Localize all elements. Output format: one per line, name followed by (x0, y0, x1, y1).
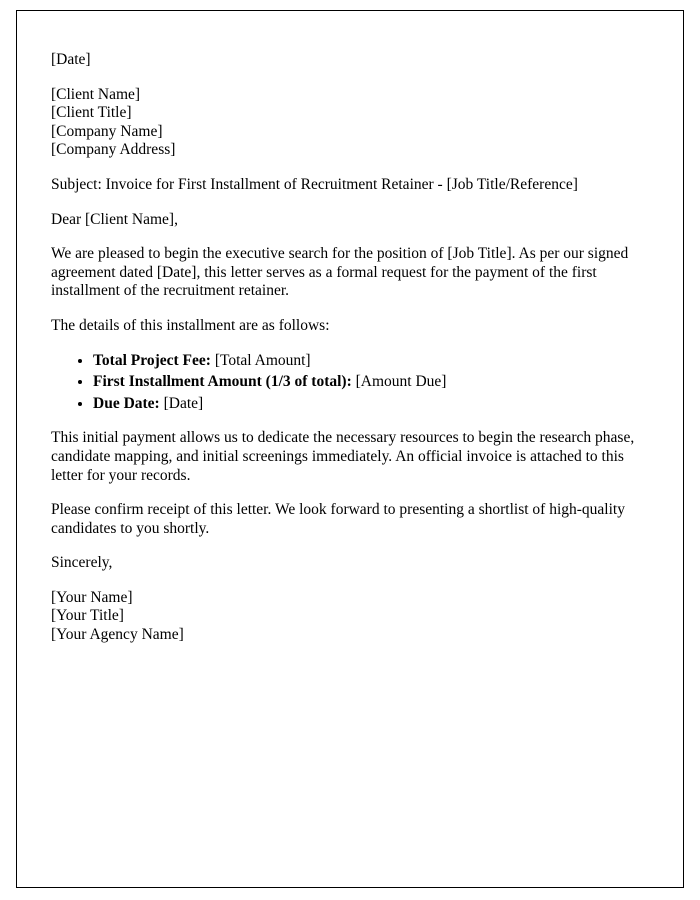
signature-block (51, 589, 647, 645)
body-paragraph-4: Please confirm receipt of this letter. We look forward to presenting a shortlist of high-quality candidates to you shortly. (51, 501, 625, 537)
installment-details-list (51, 352, 647, 414)
list-item (93, 373, 647, 392)
detail-label: Due Date: (93, 394, 160, 412)
signature-title: [Your Title] (51, 607, 124, 625)
closing: Sincerely, (51, 554, 113, 572)
detail-label: Total Project Fee: (93, 351, 211, 369)
letter-page (16, 10, 684, 888)
body-paragraph-3: This initial payment allows us to dedicate the necessary resources to begin the research phase, candidate mapping, and initial screenings immediately. An official invoice is attached to this letter for your records. (51, 429, 635, 484)
signature-agency: [Your Agency Name] (51, 626, 184, 644)
recipient-address: [Company Address] (51, 141, 176, 159)
signature-name: [Your Name] (51, 588, 133, 606)
body-paragraph-2: The details of this installment are as follows: (51, 316, 330, 334)
list-item (93, 352, 647, 371)
date-line: [Date] (51, 51, 91, 68)
subject-line: Subject: Invoice for First Installment of Recruitment Retainer - [Job Title/Reference] (51, 175, 578, 193)
detail-label: First Installment Amount (1/3 of total): (93, 373, 352, 391)
recipient-block (51, 86, 647, 160)
detail-value: [Total Amount] (210, 351, 311, 369)
salutation: Dear [Client Name], (51, 210, 178, 228)
recipient-company: [Company Name] (51, 122, 163, 140)
list-item (93, 395, 647, 414)
recipient-name: [Client Name] (51, 85, 141, 103)
recipient-title: [Client Title] (51, 104, 132, 122)
detail-value: [Amount Due] (351, 373, 447, 391)
body-paragraph-1: We are pleased to begin the executive search for the position of [Job Title]. As per our signed agreement dated [Date], this letter serves as a formal request for the payment of the first installment of the recruitment retainer. (51, 245, 629, 300)
detail-value: [Date] (159, 394, 204, 412)
